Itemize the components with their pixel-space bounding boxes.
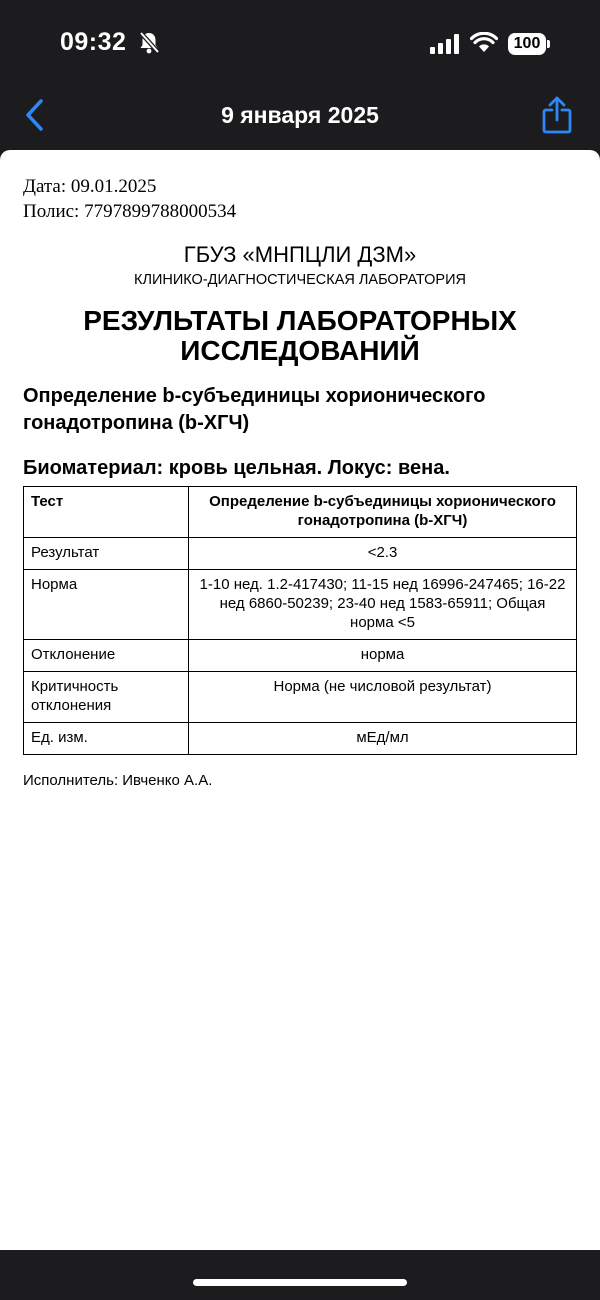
home-indicator[interactable]	[193, 1279, 407, 1286]
results-table	[23, 486, 577, 755]
executor-line: Исполнитель: Ивченко А.А.	[23, 772, 213, 789]
test-name: Определение b-субъединицы хорионического гонадотропина (b-ХГЧ)	[23, 385, 486, 434]
status-time: 09:32	[60, 28, 127, 56]
org-name: ГБУЗ «МНПЦЛИ ДЗМ»	[183, 242, 417, 267]
org-subtitle: КЛИНИКО-ДИАГНОСТИЧЕСКАЯ ЛАБОРАТОРИЯ	[134, 272, 466, 288]
document-page	[0, 150, 600, 1250]
cellular-signal-icon	[430, 34, 462, 59]
title-line-1: РЕЗУЛЬТАТЫ ЛАБОРАТОРНЫХ	[83, 305, 517, 336]
row-value-cell: мЕд/мл	[189, 723, 577, 755]
row-label-cell: Критичность отклонения	[24, 672, 189, 723]
table-row	[24, 640, 577, 672]
row-value-cell: норма	[189, 640, 577, 672]
row-label-cell: Результат	[24, 538, 189, 570]
row-value-cell: Норма (не числовой результат)	[189, 672, 577, 723]
date-line: Дата: 09.01.2025	[23, 176, 157, 197]
header-value-cell: Определение b-субъединицы хорионического гонадотропина (b-ХГЧ)	[189, 487, 577, 538]
wifi-icon	[470, 32, 498, 59]
share-icon	[540, 96, 574, 136]
battery-indicator: 100	[508, 33, 546, 55]
title-line-2: ИССЛЕДОВАНИЙ	[180, 335, 420, 366]
nav-title: 9 января 2025	[221, 102, 379, 128]
row-label-cell: Ед. изм.	[24, 723, 189, 755]
header-label-cell: Тест	[24, 487, 189, 538]
table-row	[24, 538, 577, 570]
row-value-cell: <2.3	[189, 538, 577, 570]
battery-nub	[547, 40, 550, 48]
row-value-cell: 1-10 нед. 1.2-417430; 11-15 нед 16996-247465; 16-22 нед 6860-50239; 23-40 нед 1583-65911; Общая норма <5	[189, 570, 577, 640]
status-bar	[0, 0, 600, 90]
document-title	[30, 306, 570, 366]
policy-line: Полис: 7797899788000534	[23, 201, 237, 222]
document-meta	[23, 174, 236, 224]
row-label-cell: Норма	[24, 570, 189, 640]
table-row	[24, 723, 577, 755]
bell-muted-icon	[138, 31, 160, 60]
biomaterial: Биоматериал: кровь цельная. Локус: вена.	[23, 457, 450, 479]
table-header-row	[24, 487, 577, 538]
share-button[interactable]	[540, 96, 574, 136]
table-row	[24, 570, 577, 640]
table-row	[24, 672, 577, 723]
row-label-cell: Отклонение	[24, 640, 189, 672]
